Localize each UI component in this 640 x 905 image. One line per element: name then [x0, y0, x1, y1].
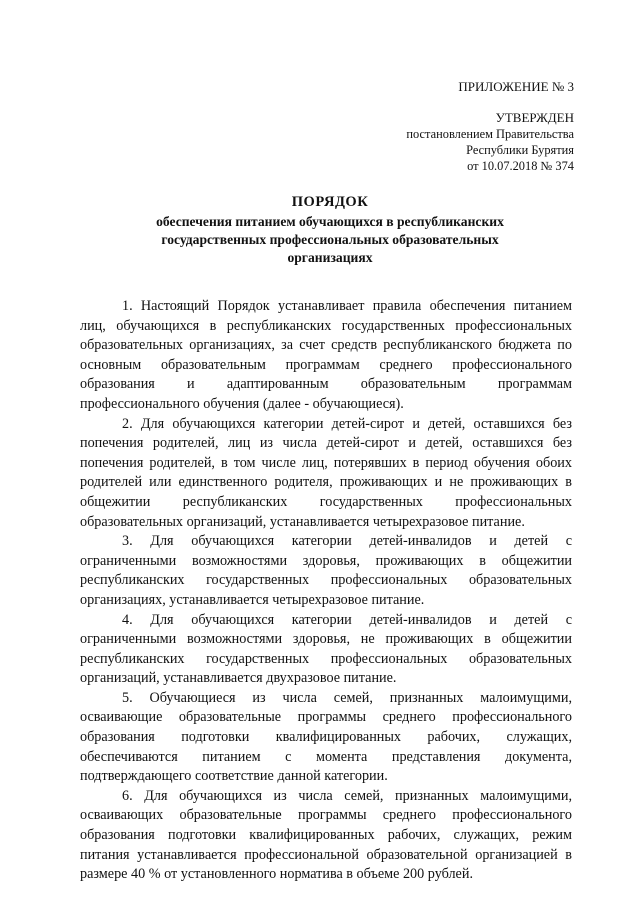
- appendix-label: ПРИЛОЖЕНИЕ № 3: [458, 79, 574, 94]
- paragraph-5: 5. Обучающиеся из числа семей, признанных малоимущими, осваивающие образовательные программы среднего профессионального образования подготовки квалифицированных рабочих, служащих, обеспечиваются питанием с момента представления документа, подтверждающего соответствие данной категории.: [80, 689, 572, 785]
- paragraph-3: 3. Для обучающихся категории детей-инвалидов и детей с ограниченными возможностями здоровья, проживающих в общежитии республиканских государственных профессиональных образовательных организациях, устанавливается четырехразовое питание.: [80, 533, 572, 608]
- approved-title: УТВЕРЖДЕН: [495, 110, 574, 125]
- approved-line-1: постановлением Правительства: [406, 127, 574, 141]
- paragraph-1: 1. Настоящий Порядок устанавливает правила обеспечения питанием лиц, обучающихся в республиканских государственных профессиональных образовательных организациях, за счет средств республиканского бюджета по основным образовательным программам среднего профессионального образования и адаптированным образовательным программам профессионального обучения (далее - обучающиеся).: [80, 298, 572, 412]
- approval-block: [406, 110, 574, 174]
- paragraph-4: 4. Для обучающихся категории детей-инвалидов и детей с ограниченными возможностями здоровья, не проживающих в общежитии республиканских государственных профессиональных образовательных организаций, устанавливается двухразовое питание.: [80, 611, 572, 687]
- document-title-block: [80, 193, 580, 267]
- document-body: [80, 297, 572, 885]
- document-subtitle-line-2: государственных профессиональных образовательных: [161, 232, 499, 247]
- approved-line-3: от 10.07.2018 № 374: [467, 159, 574, 173]
- document-subtitle-line-3: организациях: [287, 250, 373, 265]
- paragraph-2: 2. Для обучающихся категории детей-сирот и детей, оставшихся без попечения родителей, лиц из числа детей-сирот и детей, оставшихся без попечения родителей, в том числе лиц, потерявших в период обучения обоих родителей или единственного родителя, проживающих и не проживающих в общежитии республиканских государственных профессиональных образовательных организаций, устанавливается четырехразовое питание.: [80, 415, 572, 530]
- approved-line-2: Республики Бурятия: [466, 143, 574, 157]
- paragraph-6: 6. Для обучающихся из числа семей, признанных малоимущими, осваивающих образовательные программы среднего профессионального образования подготовки квалифицированных рабочих, служащих, режим питания устанавливается профессиональной образовательной организацией в размере 40 % от установленного норматива в объеме 200 рублей.: [80, 787, 572, 883]
- document-title: ПОРЯДОК: [291, 194, 369, 210]
- document-subtitle-line-1: обеспечения питанием обучающихся в республиканских: [156, 214, 504, 229]
